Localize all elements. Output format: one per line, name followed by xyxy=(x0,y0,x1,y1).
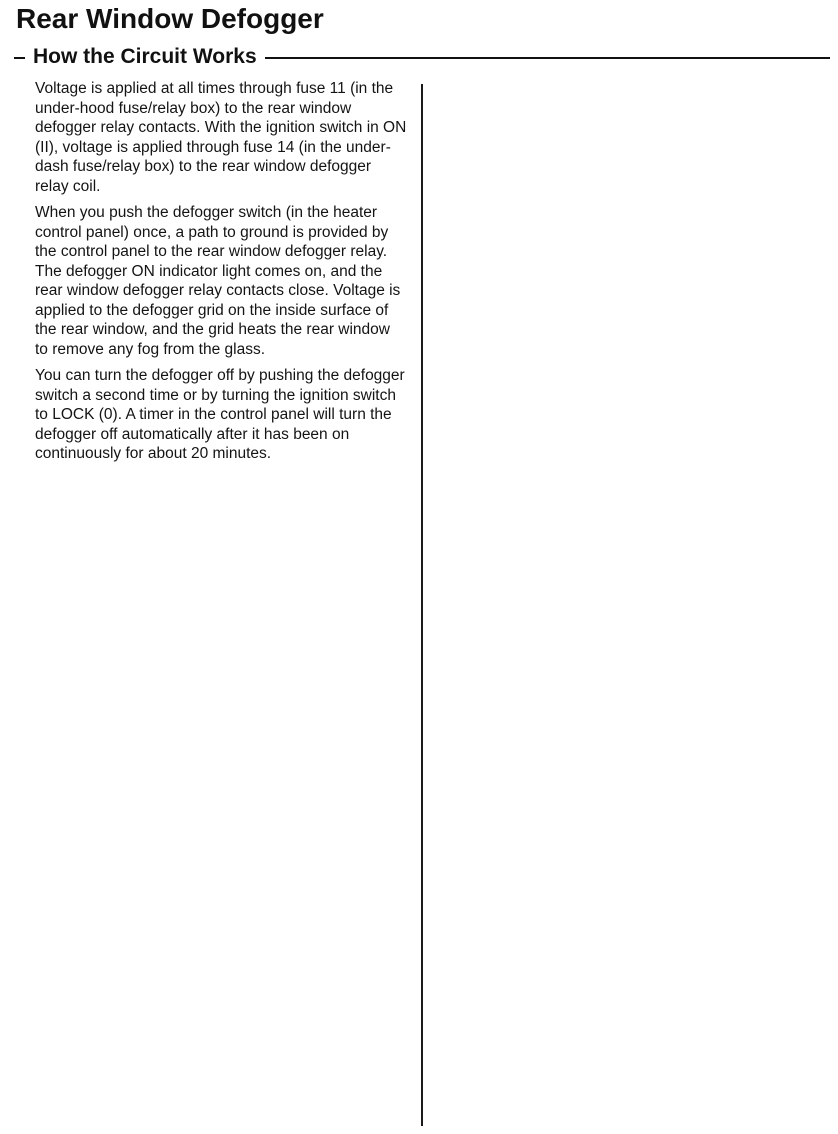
section-title: How the Circuit Works xyxy=(33,45,257,68)
section-dash xyxy=(14,57,25,59)
column-divider xyxy=(421,84,423,1126)
page-title: Rear Window Defogger xyxy=(16,3,324,34)
left-text-column xyxy=(35,79,407,471)
paragraph-defogger-on: When you push the defogger switch (in the heater control panel) once, a path to ground is provided by the control panel to the rear window defogger relay. The defogger ON indicator light comes on, and the rear window defogger relay contacts close. Voltage is applied to the defogger grid on the inside surface of the rear window, and the grid heats the rear window to remove any fog from the glass. xyxy=(35,204,401,358)
paragraph-voltage-supply: Voltage is applied at all times through fuse 11 (in the under-hood fuse/relay box) to the rear window defogger relay contacts. With the ignition switch in ON (II), voltage is applied through fuse 14 (in the under-dash fuse/relay box) to the rear window defogger relay coil. xyxy=(35,80,407,195)
section-header xyxy=(14,42,830,72)
section-rule xyxy=(265,57,830,59)
paragraph-defogger-off: You can turn the defogger off by pushing the defogger switch a second time or by turning the ignition switch to LOCK (0). A timer in the control panel will turn the defogger off automatically after it has been on continuously for about 20 minutes. xyxy=(35,367,405,462)
